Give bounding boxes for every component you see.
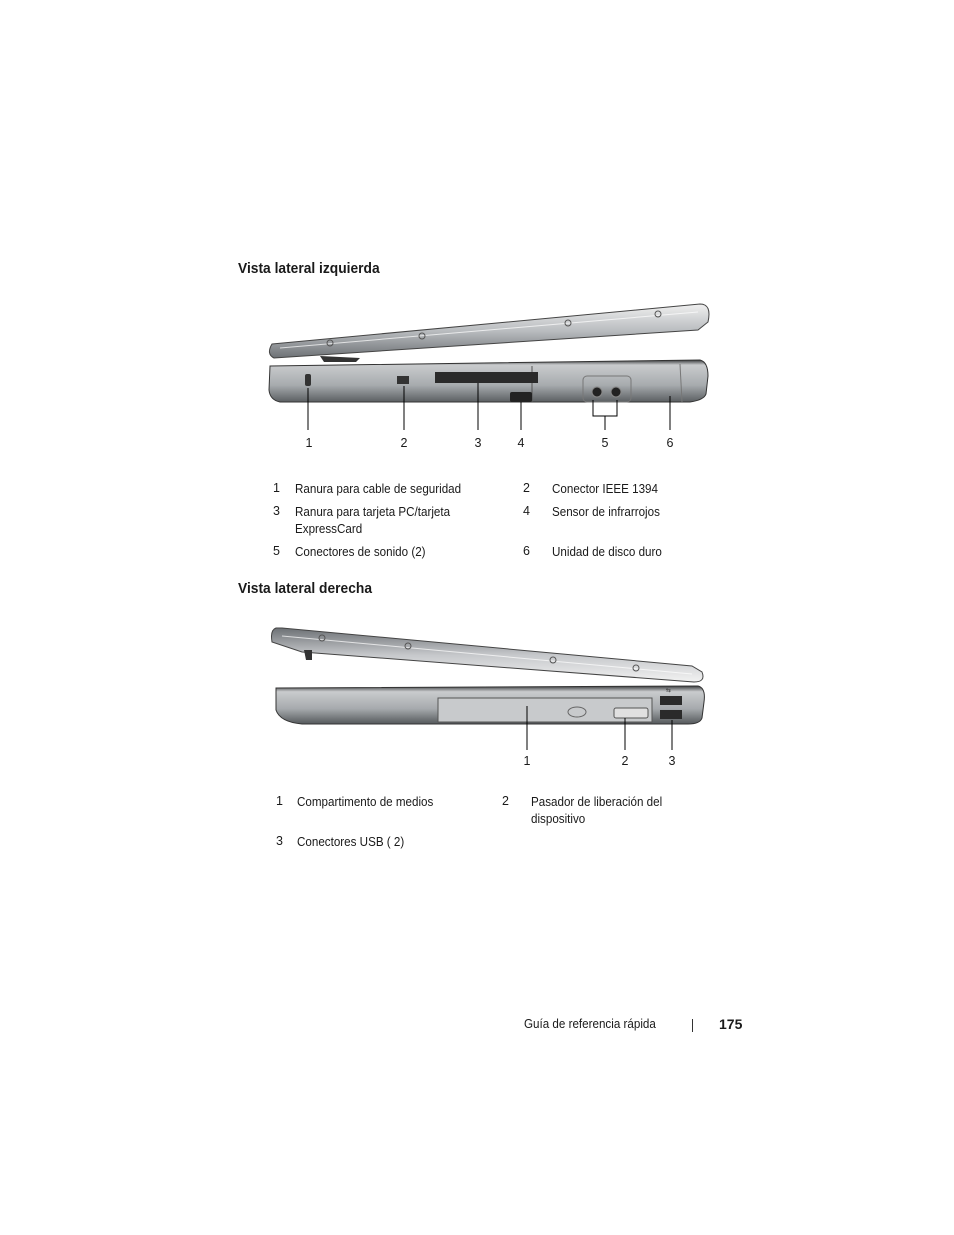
laptop-right-side-illustration (262, 620, 712, 750)
legend-left-label-2: Conector IEEE 1394 (552, 482, 658, 496)
legend-left-num-4: 4 (523, 504, 530, 518)
legend-left-num-3: 3 (273, 504, 280, 518)
callout-left-6: 6 (666, 436, 674, 450)
legend-left-num-6: 6 (523, 544, 530, 558)
legend-left-label-6: Unidad de disco duro (552, 545, 662, 559)
callout-right-2: 2 (621, 754, 629, 768)
section-title-right: Vista lateral derecha (238, 580, 373, 597)
footer-title: Guía de referencia rápida (524, 1017, 656, 1031)
legend-right-num-1: 1 (276, 794, 283, 808)
footer-separator (692, 1019, 693, 1032)
legend-left-num-1: 1 (273, 481, 280, 495)
legend-right-label-1: Compartimento de medios (297, 795, 434, 809)
svg-text:⇆: ⇆ (666, 687, 672, 694)
callout-right-1: 1 (523, 754, 531, 768)
legend-left-label-4: Sensor de infrarrojos (552, 505, 660, 519)
legend-left-label-3: Ranura para tarjeta PC/tarjeta (295, 505, 451, 519)
legend-left-label-1: Ranura para cable de seguridad (295, 482, 462, 496)
callout-left-4: 4 (517, 436, 525, 450)
legend-right-label-3: Conectores USB ( 2) (297, 835, 405, 849)
legend-right-label-2: Pasador de liberación del (531, 795, 663, 809)
page-number: 175 (719, 1016, 743, 1032)
legend-right-num-3: 3 (276, 834, 283, 848)
section-title-left: Vista lateral izquierda (238, 260, 380, 277)
legend-left-label-5: Conectores de sonido (2) (295, 545, 426, 559)
callout-right-3: 3 (668, 754, 676, 768)
legend-left-num-2: 2 (523, 481, 530, 495)
legend-right-num-2: 2 (502, 794, 509, 808)
legend-left-num-5: 5 (273, 544, 280, 558)
callout-left-2: 2 (400, 436, 408, 450)
callout-left-3: 3 (474, 436, 482, 450)
callout-left-5: 5 (601, 436, 609, 450)
legend-right-label-2-cont: dispositivo (531, 812, 586, 826)
callout-left-1: 1 (305, 436, 313, 450)
laptop-left-side-illustration (260, 296, 720, 431)
legend-left-label-3-cont: ExpressCard (295, 522, 363, 536)
